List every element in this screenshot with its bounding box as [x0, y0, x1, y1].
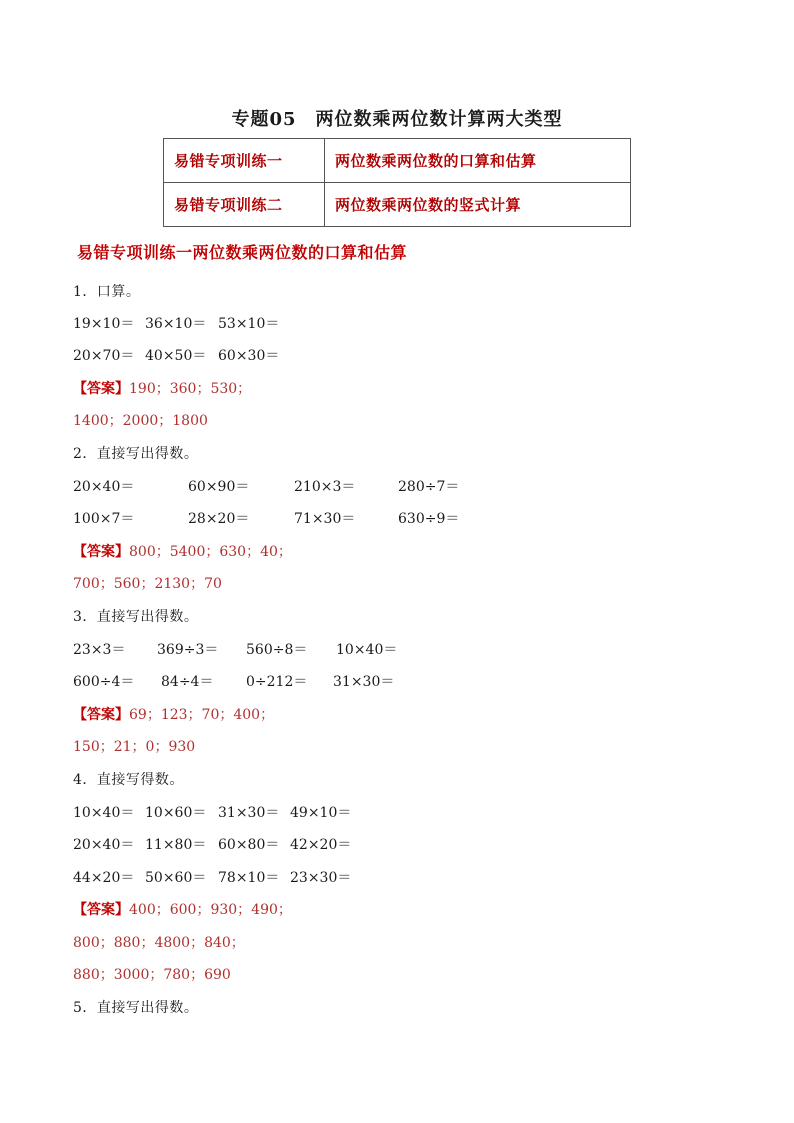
toc-row	[164, 183, 631, 227]
question-prompt: 3．直接写出得数。	[73, 609, 199, 625]
expression: 10×40＝	[336, 642, 398, 658]
expression: 40×50＝	[145, 348, 207, 364]
expression: 84÷4＝	[161, 674, 214, 690]
expression: 0÷212＝	[246, 674, 308, 690]
question-prompt: 1．口算。	[73, 284, 141, 300]
toc-row	[164, 139, 631, 183]
expression: 60×80＝	[218, 837, 280, 853]
answer-line: 880；3000；780；690	[73, 967, 231, 983]
answer-values: 190；360；530；	[129, 381, 252, 397]
expression: 42×20＝	[290, 837, 352, 853]
expression: 28×20＝	[188, 511, 250, 527]
expression: 50×60＝	[145, 870, 207, 886]
expression: 100×7＝	[73, 511, 135, 527]
answer-label: 【答案】	[73, 707, 129, 723]
expression: 19×10＝	[73, 316, 135, 332]
answer-line: 800；880；4800；840；	[73, 935, 245, 951]
answer-line: 1400；2000；1800	[73, 413, 208, 429]
expression: 20×70＝	[73, 348, 135, 364]
expression: 10×60＝	[145, 805, 207, 821]
section-title: 易错专项训练一两位数乘两位数的口算和估算	[77, 243, 408, 262]
answer-label: 【答案】	[73, 381, 129, 397]
expression: 49×10＝	[290, 805, 352, 821]
expression: 36×10＝	[145, 316, 207, 332]
answer-values: 400；600；930；490；	[129, 902, 292, 918]
expression: 71×30＝	[294, 511, 356, 527]
expression: 31×30＝	[333, 674, 395, 690]
answer-values: 69；123；70；400；	[129, 707, 275, 723]
expression: 53×10＝	[218, 316, 280, 332]
expression: 11×80＝	[145, 837, 207, 853]
expression: 31×30＝	[218, 805, 280, 821]
expression: 20×40＝	[73, 479, 135, 495]
page-title: 专题05 两位数乘两位数计算两大类型	[231, 109, 563, 130]
toc-label: 易错专项训练一	[164, 139, 325, 183]
question-prompt: 2．直接写出得数。	[73, 446, 199, 462]
toc-label: 易错专项训练二	[164, 183, 325, 227]
expression: 20×40＝	[73, 837, 135, 853]
expression: 78×10＝	[218, 870, 280, 886]
expression: 630÷9＝	[398, 511, 460, 527]
answer-line	[73, 704, 274, 724]
answer-values: 800；5400；630；40；	[129, 544, 292, 560]
expression: 600÷4＝	[73, 674, 135, 690]
answer-line	[73, 541, 292, 561]
answer-line: 150；21；0；930	[73, 739, 196, 755]
expression: 560÷8＝	[246, 642, 308, 658]
expression: 23×30＝	[290, 870, 352, 886]
toc-table	[163, 138, 631, 227]
expression: 210×3＝	[294, 479, 356, 495]
expression: 369÷3＝	[157, 642, 219, 658]
expression: 23×3＝	[73, 642, 126, 658]
question-prompt: 5．直接写出得数。	[73, 1000, 199, 1016]
toc-topic: 两位数乘两位数的竖式计算	[325, 183, 631, 227]
expression: 44×20＝	[73, 870, 135, 886]
answer-line: 700；560；2130；70	[73, 576, 222, 592]
answer-line	[73, 378, 251, 398]
question-prompt: 4．直接写得数。	[73, 772, 184, 788]
expression: 60×30＝	[218, 348, 280, 364]
answer-line	[73, 899, 292, 919]
expression: 280÷7＝	[398, 479, 460, 495]
answer-label: 【答案】	[73, 544, 129, 560]
expression: 60×90＝	[188, 479, 250, 495]
expression: 10×40＝	[73, 805, 135, 821]
answer-label: 【答案】	[73, 902, 129, 918]
toc-topic: 两位数乘两位数的口算和估算	[325, 139, 631, 183]
